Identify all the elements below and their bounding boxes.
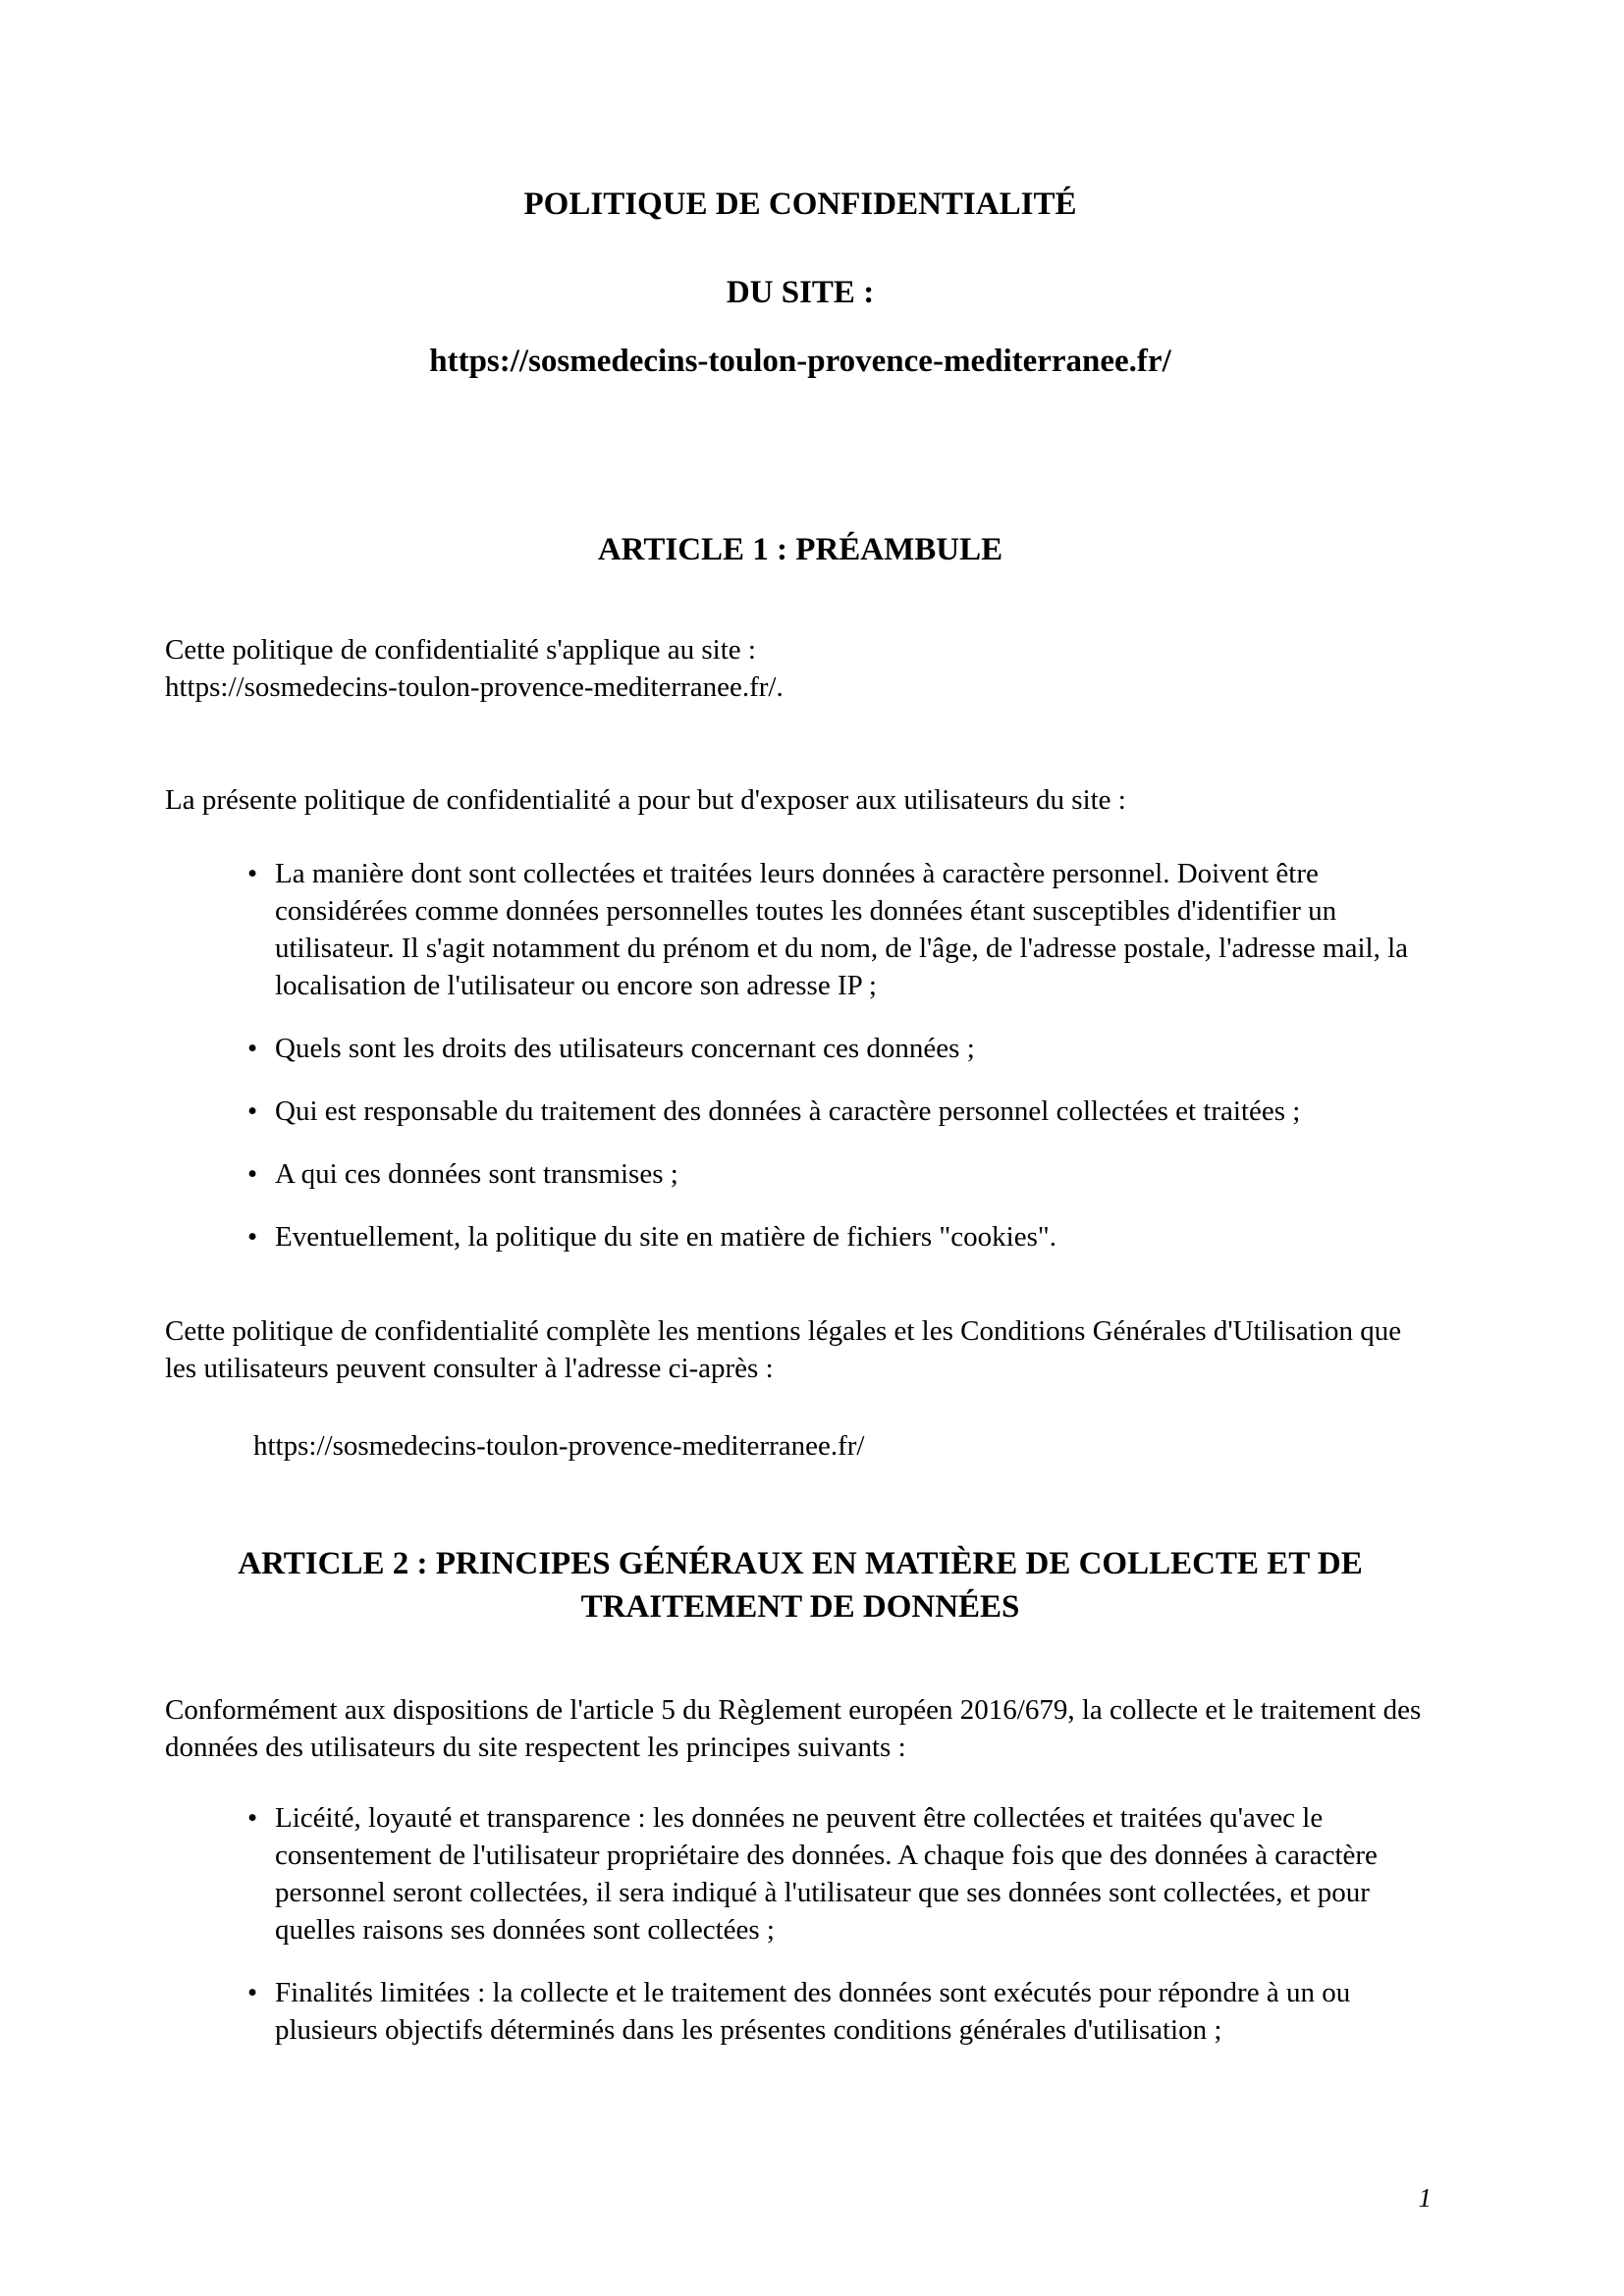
intro-line-1: Cette politique de confidentialité s'applique au site : bbox=[165, 634, 756, 666]
list-item: • La manière dont sont collectées et traitées leurs données à caractère personnel. Doivent être considérées comme données personnelles toutes les données étant susceptibles d'identifier un utilisateur. Il s'agit notamment du prénom et du nom, de l'âge, de l'adresse postale, l'adresse mail, la localisation de l'utilisateur ou encore son adresse IP ; bbox=[275, 855, 1435, 1004]
list-item: • A qui ces données sont transmises ; bbox=[275, 1155, 1435, 1193]
page-number: 1 bbox=[1418, 2183, 1432, 2213]
article-2-bullet-list bbox=[165, 1799, 1435, 2049]
list-item: • Eventuellement, la politique du site en matière de fichiers "cookies". bbox=[275, 1218, 1435, 1255]
doc-title: POLITIQUE DE CONFIDENTIALITÉ bbox=[523, 187, 1077, 222]
site-url-title: https://sosmedecins-toulon-provence-mediterranee.fr/ bbox=[429, 344, 1171, 379]
list-item: • Quels sont les droits des utilisateurs concernant ces données ; bbox=[275, 1030, 1435, 1067]
article-1-bullet-list bbox=[165, 855, 1435, 1255]
list-item: • Qui est responsable du traitement des données à caractère personnel collectées et traitées ; bbox=[275, 1093, 1435, 1130]
article-1-heading: ARTICLE 1 : PRÉAMBULE bbox=[597, 532, 1003, 567]
article-2-heading: ARTICLE 2 : PRINCIPES GÉNÉRAUX EN MATIÈRE DE COLLECTE ET DE TRAITEMENT DE DONNÉES bbox=[238, 1546, 1363, 1625]
article-1-intro-paragraph bbox=[165, 631, 1435, 706]
intro-line-2-url: https://sosmedecins-toulon-provence-mediterranee.fr/. bbox=[165, 671, 784, 703]
article-1-closing-paragraph: Cette politique de confidentialité complète les mentions légales et les Conditions Générales d'Utilisation que les utilisateurs peuvent consulter à l'adresse ci-après : bbox=[165, 1315, 1402, 1384]
article-2-intro-paragraph: Conformément aux dispositions de l'article 5 du Règlement européen 2016/679, la collecte et le traitement des données des utilisateurs du site respectent les principes suivants : bbox=[165, 1694, 1422, 1763]
list-item: • Finalités limitées : la collecte et le traitement des données sont exécutés pour répondre à un ou plusieurs objectifs déterminés dans les présentes conditions générales d'utilisation ; bbox=[275, 1974, 1435, 2049]
list-item: • Licéité, loyauté et transparence : les données ne peuvent être collectées et traitées qu'avec le consentement de l'utilisateur propriétaire des données. A chaque fois que des données à caractère personnel seront collectées, il sera indiqué à l'utilisateur que ses données sont collectées, et pour quelles raisons ses données sont collectées ; bbox=[275, 1799, 1435, 1949]
doc-subtitle: DU SITE : bbox=[726, 275, 875, 310]
article-1-purpose-paragraph: La présente politique de confidentialité a pour but d'exposer aux utilisateurs du site : bbox=[165, 784, 1126, 816]
site-url-reference: https://sosmedecins-toulon-provence-mediterranee.fr/ bbox=[253, 1430, 865, 1462]
